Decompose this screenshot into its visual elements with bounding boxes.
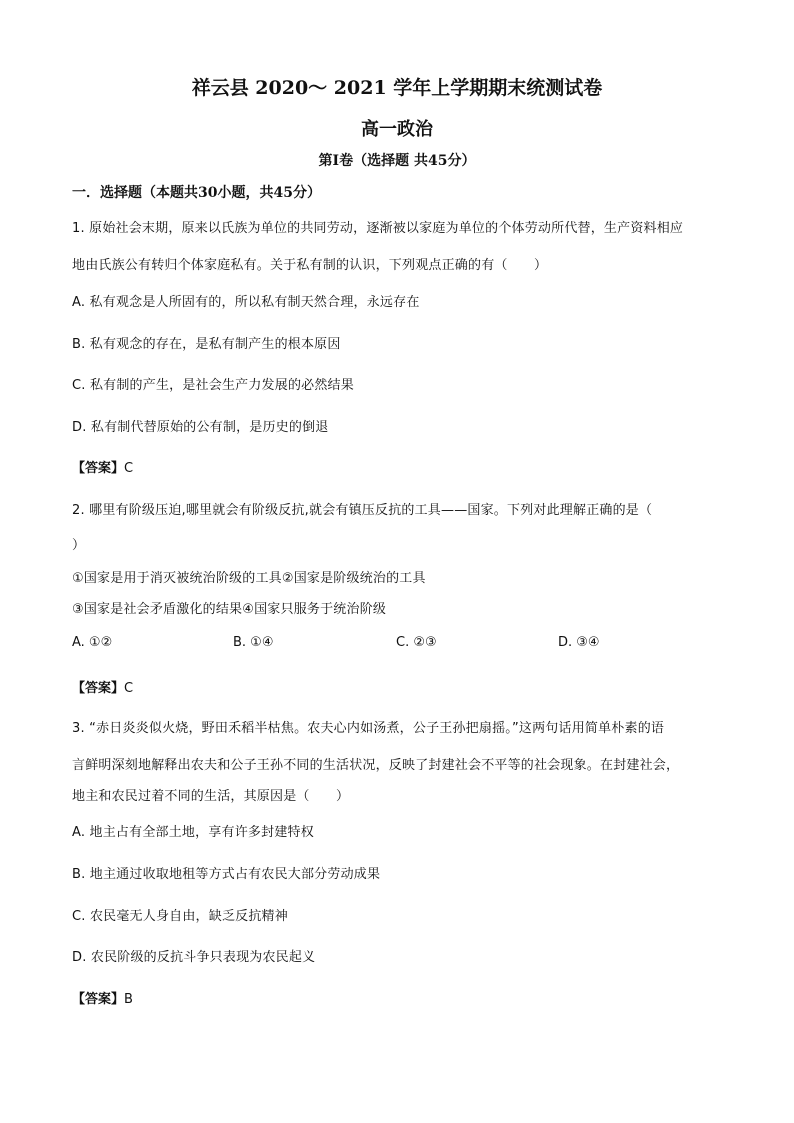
statement-line: ①国家是用于消灭被统治阶级的工具②国家是阶级统治的工具 <box>72 571 426 586</box>
option-a: A. 地主占有全部土地，享有许多封建特权 <box>72 825 314 840</box>
option-a: A. ①② <box>72 635 113 650</box>
answer-value: C <box>124 681 134 696</box>
exam-title: 祥云县 2020～ 2021 学年上学期期末统测试卷 <box>191 77 603 99</box>
answer-label: 【答案】 <box>72 992 125 1007</box>
question-stem-line: 1. 原始社会末期，原来以氏族为单位的共同劳动，逐渐被以家庭为单位的个体劳动所代替，生产资料相应 <box>72 221 684 236</box>
question-stem-line: ） <box>72 538 86 553</box>
answer-label: 【答案】 <box>72 461 125 476</box>
option-b: B. 私有观念的存在，是私有制产生的根本原因 <box>72 337 341 352</box>
question-stem-line: 2. 哪里有阶级压迫,哪里就会有阶级反抗,就会有镇压反抗的工具——国家。下列对此理解正确的是（ <box>72 503 653 518</box>
answer-value: C <box>124 461 134 476</box>
question-stem-line: 3. “赤日炎炎似火烧，野田禾稻半枯焦。农夫心内如汤煮，公子王孙把扇摇。”这两句话用简单朴素的语 <box>72 721 665 736</box>
option-a: A. 私有观念是人所固有的，所以私有制天然合理，永远存在 <box>72 295 420 310</box>
answer-line <box>72 457 133 476</box>
question-stem-line: 地由氏族公有转归个体家庭私有。关于私有制的认识，下列观点正确的有（ ） <box>72 258 548 273</box>
answer-label: 【答案】 <box>72 681 125 696</box>
option-d: D. ③④ <box>558 635 600 650</box>
part-heading: 一．选择题（本题共30小题，共45分） <box>72 185 321 201</box>
answer-value: B <box>124 992 133 1007</box>
answer-line <box>72 988 133 1007</box>
option-c: C. 农民毫无人身自由，缺乏反抗精神 <box>72 909 288 924</box>
option-b: B. 地主通过收取地租等方式占有农民大部分劳动成果 <box>72 867 381 882</box>
option-d: D. 农民阶级的反抗斗争只表现为农民起义 <box>72 950 316 965</box>
question-stem-line: 地主和农民过着不同的生活，其原因是（ ） <box>72 789 350 804</box>
option-c: C. 私有制的产生，是社会生产力发展的必然结果 <box>72 378 354 393</box>
option-c: C. ②③ <box>396 635 437 650</box>
answer-line <box>72 677 133 696</box>
statement-line: ③国家是社会矛盾激化的结果④国家只服务于统治阶级 <box>72 602 387 617</box>
option-d: D. 私有制代替原始的公有制，是历史的倒退 <box>72 420 329 435</box>
exam-subject: 高一政治 <box>361 119 433 140</box>
section-heading: 第Ⅰ卷（选择题 共45分） <box>318 153 476 169</box>
option-b: B. ①④ <box>233 635 274 650</box>
question-stem-line: 言鲜明深刻地解释出农夫和公子王孙不同的生活状况，反映了封建社会不平等的社会现象。在封建社会， <box>72 758 680 773</box>
